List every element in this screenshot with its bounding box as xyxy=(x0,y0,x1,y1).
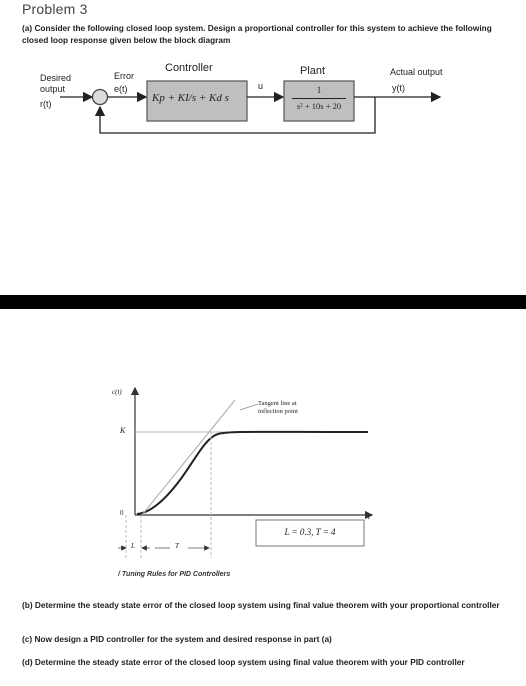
output-signal-label: y(t) xyxy=(392,83,405,93)
output-label: output xyxy=(40,84,66,94)
input-signal-label: r(t) xyxy=(40,99,52,109)
tangent-leader xyxy=(240,404,258,410)
plant-fraction-bar xyxy=(292,98,346,99)
plant-numerator: 1 xyxy=(316,85,322,95)
block-diagram xyxy=(0,55,526,155)
figure-caption: / Tuning Rules for PID Controllers xyxy=(118,571,231,578)
l-dimension-label: L xyxy=(131,542,135,550)
controller-label: Controller xyxy=(165,62,213,74)
t-dimension-label: T xyxy=(175,542,179,550)
part-a-text: (a) Consider the following closed loop system. Design a proportional controller for this system to achieve the following closed loop response given below the block diagram xyxy=(22,23,492,45)
response-curve xyxy=(137,432,368,514)
summing-junction xyxy=(93,90,108,105)
controller-transfer-function: Kp + KI/s + Kd s xyxy=(152,92,229,104)
y-axis-label: c(t) xyxy=(112,388,122,396)
plant-denominator: s² + 10s + 20 xyxy=(296,101,342,111)
tangent-line xyxy=(142,400,235,515)
divider-bar xyxy=(0,295,526,309)
u-label: u xyxy=(258,81,264,91)
error-label: Error xyxy=(114,71,134,81)
error-signal-label: e(t) xyxy=(114,84,128,94)
t-axis-label: t xyxy=(368,513,370,521)
step-response-figure xyxy=(0,380,526,580)
desired-label: Desired xyxy=(40,73,72,83)
part-d-text: (d) Determine the steady state error of the closed loop system using final value theorem with your PID controller xyxy=(22,657,465,667)
zero-label: 0 xyxy=(120,509,124,517)
block-diagram-lines xyxy=(0,55,526,155)
part-c-text: (c) Now design a PID controller for the system and desired response in part (a) xyxy=(22,634,332,644)
tangent-label-1: Tangent line at xyxy=(258,400,297,407)
tangent-label-2: inflection point xyxy=(258,408,298,415)
problem-title: Problem 3 xyxy=(22,1,88,17)
part-b-text: (b) Determine the steady state error of the closed loop system using final value theorem with your proportional controller xyxy=(22,600,500,610)
k-label: K xyxy=(120,426,126,435)
params-text: L = 0.3, T = 4 xyxy=(284,527,336,537)
actual-output-label: Actual output xyxy=(390,67,443,77)
plant-label: Plant xyxy=(300,65,326,77)
